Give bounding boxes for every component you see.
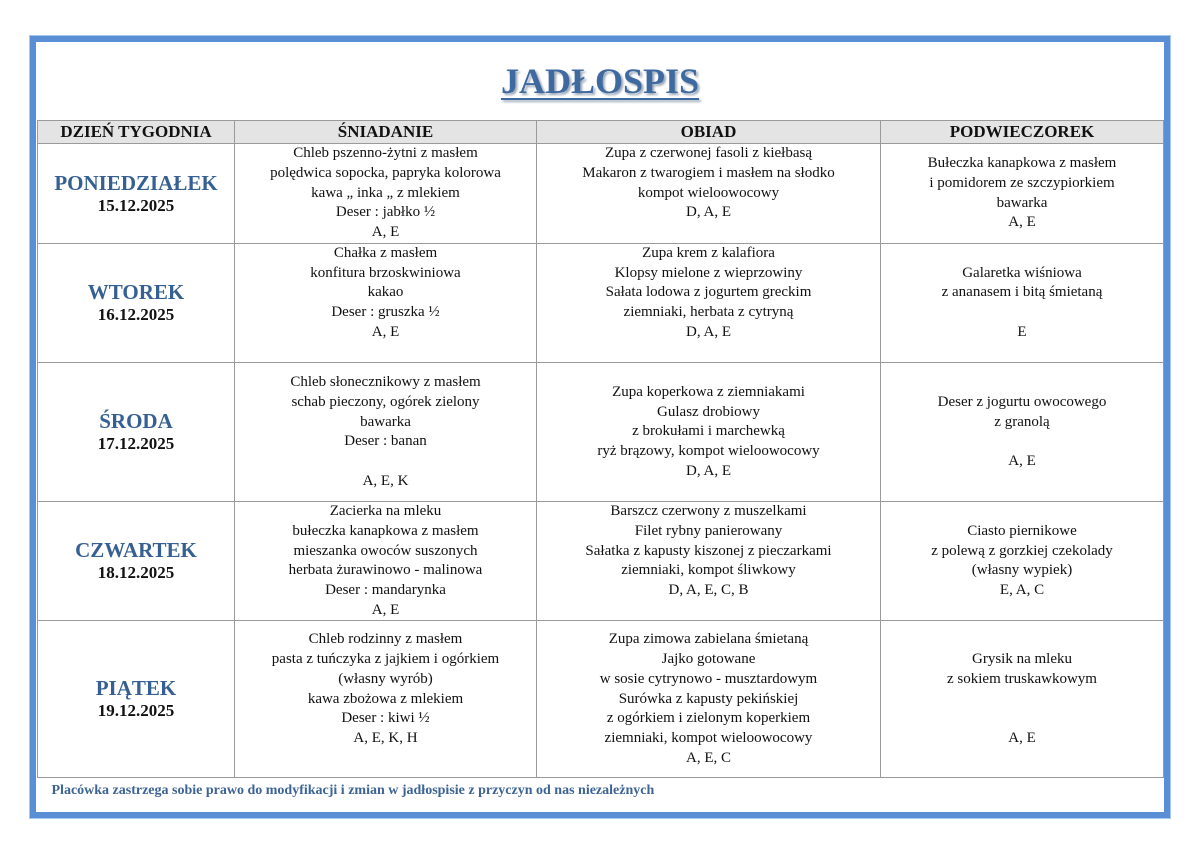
menu-line: ryż brązowy, kompot wieloowocowy bbox=[597, 443, 820, 460]
header-lunch: OBIAD bbox=[537, 121, 881, 144]
table-row bbox=[38, 244, 1164, 363]
menu-line: Chleb słonecznikowy z masłem bbox=[290, 374, 481, 391]
menu-line: bawarka bbox=[996, 194, 1048, 211]
podwieczorek-cell bbox=[881, 144, 1164, 244]
menu-line bbox=[537, 223, 880, 243]
menu-line bbox=[537, 343, 880, 363]
sniadanie-cell bbox=[235, 502, 537, 621]
menu-line: Chałka z masłem bbox=[333, 245, 438, 261]
menu-line: Deser z jogurtu owocowego bbox=[937, 393, 1107, 410]
menu-line: w sosie cytrynowo - musztardowym bbox=[599, 670, 818, 687]
menu-line: D, A, E bbox=[686, 323, 731, 340]
menu-line: polędwica sopocka, papryka kolorowa bbox=[270, 164, 501, 181]
footer-note: Placówka zastrzega sobie prawo do modyfikacji i zmian w jadłospisie z przyczyn od nas niezależnych bbox=[38, 778, 1164, 820]
obiad-cell bbox=[537, 621, 881, 778]
menu-line: Deser : mandarynka bbox=[325, 582, 446, 599]
podwieczorek-cell bbox=[881, 244, 1164, 363]
menu-line: Bułeczka kanapkowa z masłem bbox=[927, 155, 1117, 172]
table-row bbox=[38, 144, 1164, 244]
menu-line: ziemniaki, kompot wieloowocowy bbox=[604, 729, 813, 746]
menu-line: schab pieczony, ogórek zielony bbox=[291, 393, 480, 410]
menu-line: Filet rybny panierowany bbox=[634, 522, 783, 539]
day-cell bbox=[38, 502, 235, 621]
sniadanie-cell bbox=[235, 144, 537, 244]
menu-line: z ananasem i bitą śmietaną bbox=[941, 284, 1103, 301]
menu-line: Surówka z kapusty pekińskiej bbox=[618, 690, 799, 707]
obiad-cell bbox=[537, 244, 881, 363]
menu-line: z brokułami i marchewką bbox=[632, 423, 785, 440]
menu-line: Zupa zimowa zabielana śmietaną bbox=[608, 631, 809, 648]
day-name: PIĄTEK bbox=[95, 676, 177, 701]
table-row bbox=[38, 363, 1164, 502]
obiad-cell bbox=[537, 502, 881, 621]
menu-line: Zupa z czerwonej fasoli z kiełbasą bbox=[605, 145, 812, 162]
menu-line: z granolą bbox=[994, 413, 1050, 430]
menu-line: kawa „ inka „ z mlekiem bbox=[311, 184, 460, 201]
day-date: 15.12.2025 bbox=[97, 195, 175, 215]
header-snack: PODWIECZOREK bbox=[881, 121, 1164, 144]
day-cell bbox=[38, 363, 235, 502]
menu-line: Deser : banan bbox=[344, 433, 427, 450]
menu-line: Zupa krem z kalafiora bbox=[642, 245, 775, 261]
menu-line: A, E bbox=[1008, 214, 1036, 231]
day-name: ŚRODA bbox=[99, 409, 173, 434]
menu-line: Deser : kiwi ½ bbox=[341, 710, 430, 727]
menu-line bbox=[537, 601, 880, 621]
obiad-cell bbox=[537, 363, 881, 502]
header-breakfast: ŚNIADANIE bbox=[235, 121, 537, 144]
sniadanie-cell bbox=[235, 244, 537, 363]
sniadanie-cell bbox=[235, 363, 537, 502]
menu-line: ziemniaki, kompot śliwkowy bbox=[621, 562, 796, 579]
menu-line: Deser : jabłko ½ bbox=[335, 204, 436, 221]
day-date: 18.12.2025 bbox=[97, 563, 175, 583]
menu-line bbox=[881, 303, 1163, 323]
menu-line: A, E bbox=[371, 323, 400, 340]
menu-line: Sałatka z kapusty kiszonej z pieczarkami bbox=[585, 542, 832, 559]
day-cell bbox=[38, 144, 235, 244]
menu-line: bawarka bbox=[360, 413, 411, 430]
table-row bbox=[38, 621, 1164, 778]
day-cell bbox=[38, 244, 235, 363]
menu-line: konfitura brzoskwiniowa bbox=[310, 264, 461, 281]
menu-line: Gulasz drobiowy bbox=[657, 403, 760, 420]
menu-line: Barszcz czerwony z muszelkami bbox=[610, 503, 807, 520]
menu-line: Makaron z twarogiem i masłem na słodko bbox=[582, 164, 835, 181]
menu-table bbox=[37, 120, 1164, 819]
podwieczorek-cell bbox=[881, 363, 1164, 502]
menu-line: pasta z tuńczyka z jajkiem i ogórkiem bbox=[271, 651, 500, 668]
menu-line: E bbox=[1017, 323, 1027, 340]
menu-line: Zupa koperkowa z ziemniakami bbox=[612, 383, 805, 400]
header-day: DZIEŃ TYGODNIA bbox=[38, 121, 235, 144]
menu-line: Chleb pszenno-żytni z masłem bbox=[293, 145, 478, 162]
table-row bbox=[38, 502, 1164, 621]
menu-line: A, E bbox=[371, 224, 400, 241]
podwieczorek-cell bbox=[881, 502, 1164, 621]
menu-line: D, A, E, C, B bbox=[668, 582, 749, 599]
menu-line: z sokiem truskawkowym bbox=[947, 670, 1097, 687]
menu-frame bbox=[30, 36, 1170, 818]
menu-line: mieszanka owoców suszonych bbox=[293, 542, 478, 559]
menu-line: Galaretka wiśniowa bbox=[962, 264, 1082, 281]
menu-line: D, A, E bbox=[686, 462, 731, 479]
day-cell bbox=[38, 621, 235, 778]
menu-line: herbata żurawinowo - malinowa bbox=[288, 562, 483, 579]
menu-line: i pomidorem ze szczypiorkiem bbox=[929, 174, 1115, 191]
menu-line: Zacierka na mleku bbox=[329, 503, 442, 520]
menu-line: kakao bbox=[367, 284, 404, 301]
menu-line: ziemniaki, herbata z cytryną bbox=[623, 304, 794, 321]
menu-line: A, E bbox=[371, 601, 400, 618]
menu-line: D, A, E bbox=[686, 204, 731, 221]
menu-line: Chleb rodzinny z masłem bbox=[308, 631, 463, 648]
menu-line: Sałata lodowa z jogurtem greckim bbox=[605, 284, 812, 301]
menu-line: (własny wyrób) bbox=[338, 670, 433, 687]
menu-line: Klopsy mielone z wieprzowiny bbox=[614, 264, 803, 281]
menu-line bbox=[881, 690, 1163, 710]
menu-line bbox=[235, 749, 536, 769]
menu-line: (własny wypiek) bbox=[971, 562, 1073, 579]
menu-line bbox=[235, 452, 536, 472]
day-name: CZWARTEK bbox=[75, 538, 197, 563]
day-date: 17.12.2025 bbox=[97, 434, 175, 454]
menu-line: Deser : gruszka ½ bbox=[331, 304, 440, 321]
menu-line: Jajko gotowane bbox=[661, 651, 756, 668]
menu-line: A, E bbox=[1008, 729, 1036, 746]
menu-line bbox=[881, 709, 1163, 729]
menu-line: A, E, K, H bbox=[353, 729, 418, 746]
day-date: 19.12.2025 bbox=[97, 701, 175, 721]
day-date: 16.12.2025 bbox=[97, 305, 175, 325]
menu-line: kompot wieloowocowy bbox=[637, 184, 780, 201]
day-name: PONIEDZIAŁEK bbox=[54, 170, 218, 195]
menu-line: z ogórkiem i zielonym koperkiem bbox=[606, 710, 811, 727]
menu-line: Ciasto piernikowe bbox=[967, 522, 1077, 539]
sniadanie-cell bbox=[235, 621, 537, 778]
podwieczorek-cell bbox=[881, 621, 1164, 778]
footer-row bbox=[38, 778, 1164, 820]
menu-line: Grysik na mleku bbox=[972, 651, 1072, 668]
menu-line bbox=[235, 343, 536, 363]
menu-line: A, E, K bbox=[362, 472, 409, 489]
menu-line: kawa zbożowa z mlekiem bbox=[307, 690, 464, 707]
menu-line bbox=[881, 432, 1163, 452]
menu-line: A, E, C bbox=[686, 749, 731, 766]
obiad-cell bbox=[537, 144, 881, 244]
day-name: WTOREK bbox=[87, 280, 185, 305]
header-row bbox=[38, 121, 1164, 144]
menu-line: z polewą z gorzkiej czekolady bbox=[931, 542, 1113, 559]
menu-line: E, A, C bbox=[999, 582, 1045, 599]
page-title: JADŁOSPIS bbox=[500, 61, 700, 101]
menu-line: A, E bbox=[1008, 452, 1036, 469]
menu-line: bułeczka kanapkowa z masłem bbox=[292, 522, 479, 539]
